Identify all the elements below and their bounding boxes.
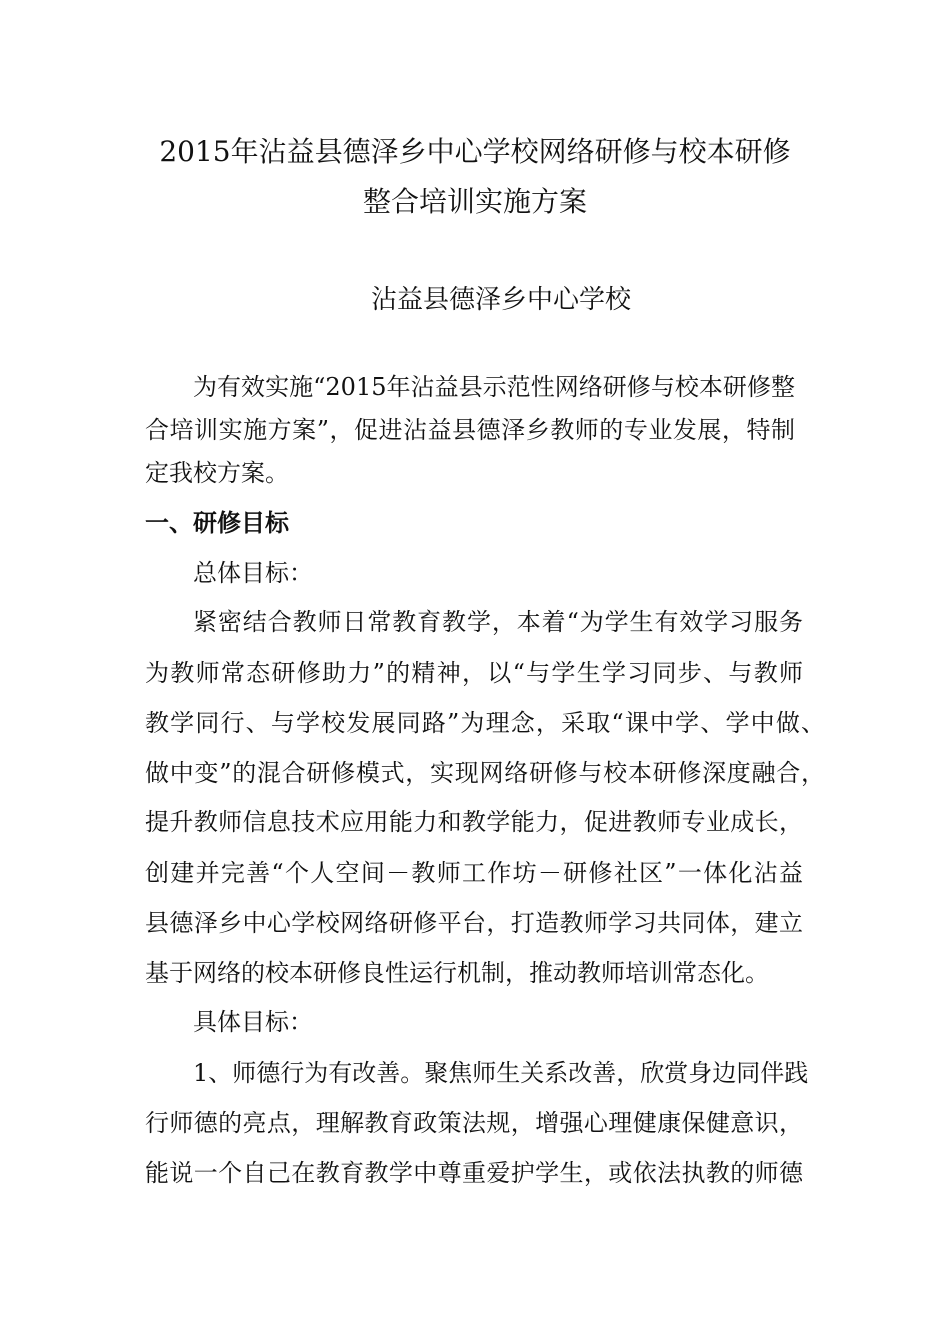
document-title-line-2: 整合培训实施方案 xyxy=(362,185,587,218)
specific-goal-line-2: 行师德的亮点，理解教育政策法规，增强心理健康保健意识， xyxy=(145,1109,803,1137)
document-title-line-1: 2015年沾益县德泽乡中心学校网络研修与校本研修 xyxy=(159,135,791,168)
specific-goal-label: 具体目标： xyxy=(193,1008,313,1036)
overall-goal-label: 总体目标： xyxy=(193,559,313,587)
overall-goal-line-1: 紧密结合教师日常教育教学，本着“为学生有效学习服务 xyxy=(193,608,803,636)
overall-goal-line-8: 基于网络的校本研修良性运行机制，推动教师培训常态化。 xyxy=(145,959,769,987)
overall-goal-line-7: 县德泽乡中心学校网络研修平台，打造教师学习共同体，建立 xyxy=(145,909,803,937)
intro-line-1: 为有效实施“2015年沾益县示范性网络研修与校本研修整 xyxy=(193,373,795,401)
overall-goal-line-6: 创建并完善“个人空间－教师工作坊－研修社区”一体化沾益 xyxy=(145,859,803,887)
author-school: 沾益县德泽乡中心学校 xyxy=(370,285,631,315)
overall-goal-line-3: 教学同行、与学校发展同路”为理念，采取“课中学、学中做、 xyxy=(145,709,825,737)
intro-line-3: 定我校方案。 xyxy=(145,459,289,487)
overall-goal-line-5: 提升教师信息技术应用能力和教学能力，促进教师专业成长， xyxy=(145,808,803,836)
intro-line-2: 合培训实施方案”，促进沾益县德泽乡教师的专业发展，特制 xyxy=(145,416,795,444)
specific-goal-line-3: 能说一个自己在教育教学中尊重爱护学生，或依法执教的师德 xyxy=(145,1159,803,1187)
overall-goal-line-4: 做中变”的混合研修模式，实现网络研修与校本研修深度融合， xyxy=(145,759,825,787)
specific-goal-line-1: 1、师德行为有改善。聚焦师生关系改善，欣赏身边同伴践 xyxy=(193,1059,809,1087)
section-heading-research-goals: 一、研修目标 xyxy=(145,509,289,537)
overall-goal-line-2: 为教师常态研修助力”的精神，以“与学生学习同步、与教师 xyxy=(145,659,803,687)
